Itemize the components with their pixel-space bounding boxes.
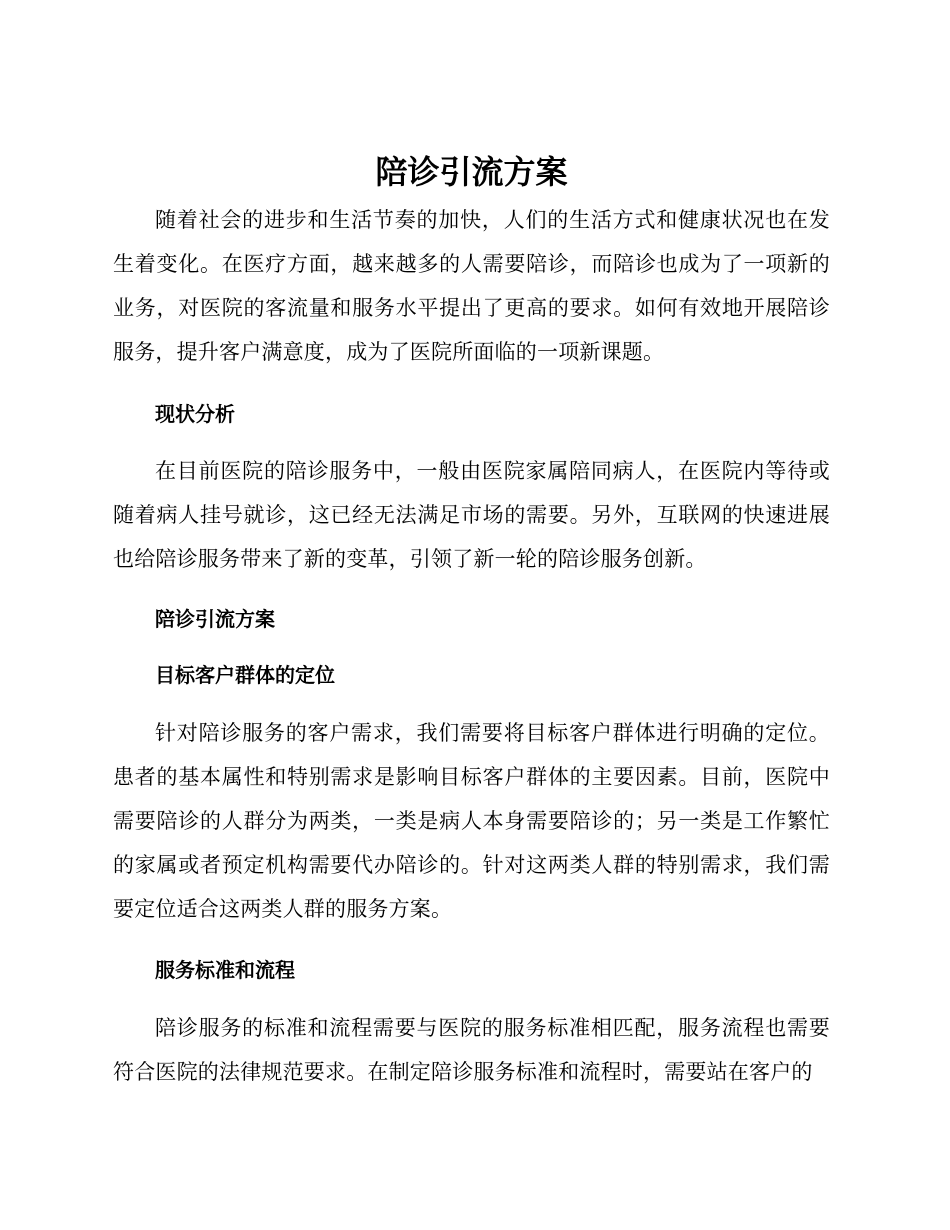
document-title: 陪诊引流方案: [375, 153, 568, 191]
intro-paragraph: 随着社会的进步和生活节奏的加快，人们的生活方式和健康状况也在发生着变化。在医疗方面，越来越多的人需要陪诊，而陪诊也成为了一项新的业务，对医院的客流量和服务水平提出了更高的要求。如何有效地开展陪诊服务，提升客户满意度，成为了医院所面临的一项新课题。: [113, 208, 830, 364]
section-heading-standard: 服务标准和流程: [155, 958, 295, 982]
target-paragraph: 针对陪诊服务的客户需求，我们需要将目标客户群体进行明确的定位。患者的基本属性和特别需求是影响目标客户群体的主要因素。目前，医院中需要陪诊的人群分为两类，一类是病人本身需要陪诊的；另一类是工作繁忙的家属或者预定机构需要代办陪诊的。针对这两类人群的特别需求，我们需要定位适合这两类人群的服务方案。: [113, 721, 830, 921]
standard-paragraph: 陪诊服务的标准和流程需要与医院的服务标准相匹配，服务流程也需要符合医院的法律规范要求。在制定陪诊服务标准和流程时，需要站在客户的: [113, 1016, 830, 1084]
status-paragraph: 在目前医院的陪诊服务中，一般由医院家属陪同病人，在医院内等待或随着病人挂号就诊，这已经无法满足市场的需要。另外，互联网的快速进展也给陪诊服务带来了新的变革，引领了新一轮的陪诊服务创新。: [113, 459, 830, 571]
section-heading-status: 现状分析: [155, 402, 235, 426]
section-heading-plan: 陪诊引流方案: [155, 607, 275, 631]
section-heading-target: 目标客户群体的定位: [155, 663, 335, 687]
